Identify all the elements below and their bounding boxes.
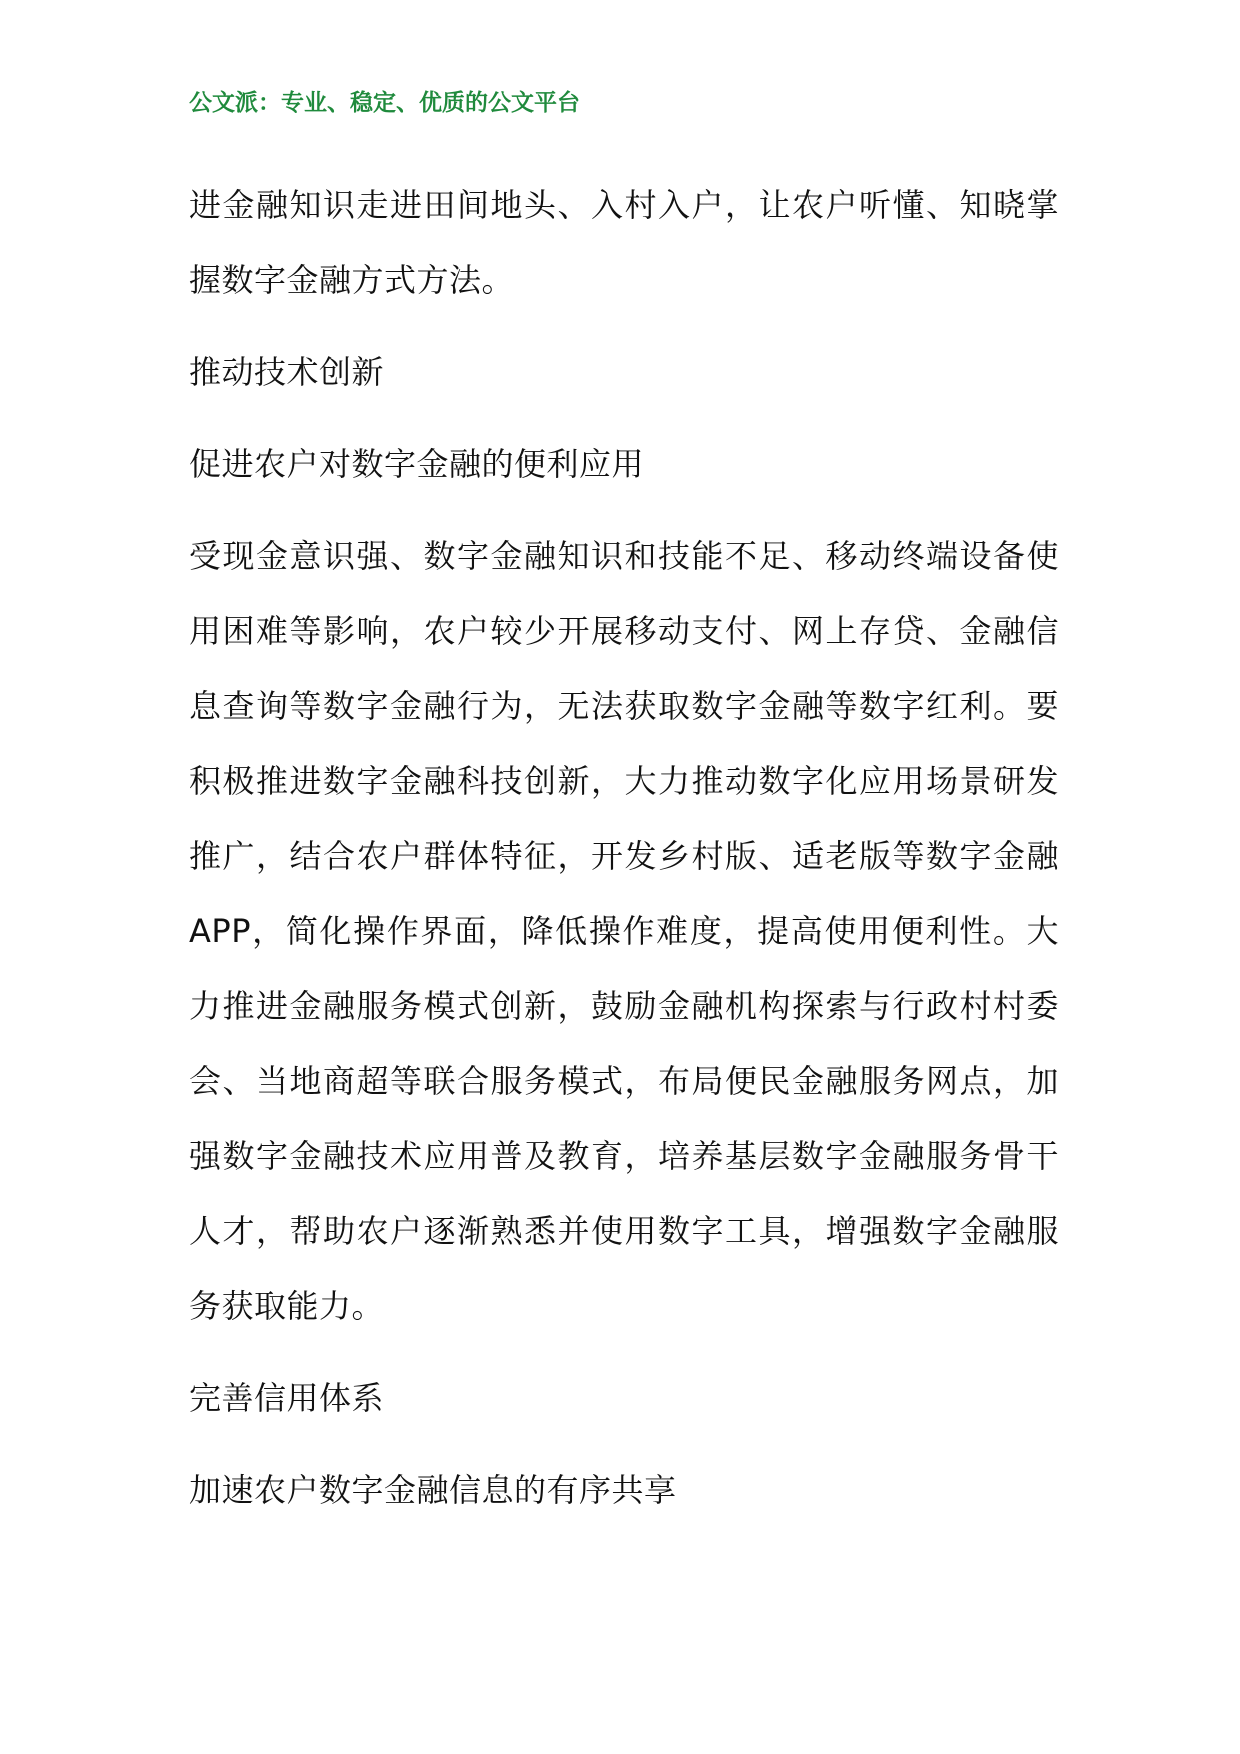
document-body: [189, 168, 1059, 1528]
paragraph-continuation: 进金融知识走进田间地头、入村入户，让农户听懂、知晓掌握数字金融方式方法。: [189, 186, 1059, 299]
body-paragraph: 受现金意识强、数字金融知识和技能不足、移动终端设备使用困难等影响，农户较少开展移动支付、网上存贷、金融信息查询等数字金融行为，无法获取数字金融等数字红利。要积极推进数字金融科技创新，大力推动数字化应用场景研发推广，结合农户群体特征，开发乡村版、适老版等数字金融 APP，简化操作界面，降低操作难度，提高使用便利性。大力推进金融服务模式创新，鼓励金融机构探索与行政村村委会、当地商超等联合服务模式，布局便民金融服务网点，加强数字金融技术应用普及教育，培养基层数字金融服务骨干人才，帮助农户逐渐熟悉并使用数字工具，增强数字金融服务获取能力。: [189, 537, 1059, 1325]
section-subheading: 加速农户数字金融信息的有序共享: [189, 1471, 677, 1509]
section-heading: 完善信用体系: [189, 1379, 385, 1417]
section-subheading: 促进农户对数字金融的便利应用: [189, 445, 645, 483]
site-slogan: 公文派：专业、稳定、优质的公文平台: [189, 90, 580, 116]
section-heading: 推动技术创新: [189, 353, 385, 391]
